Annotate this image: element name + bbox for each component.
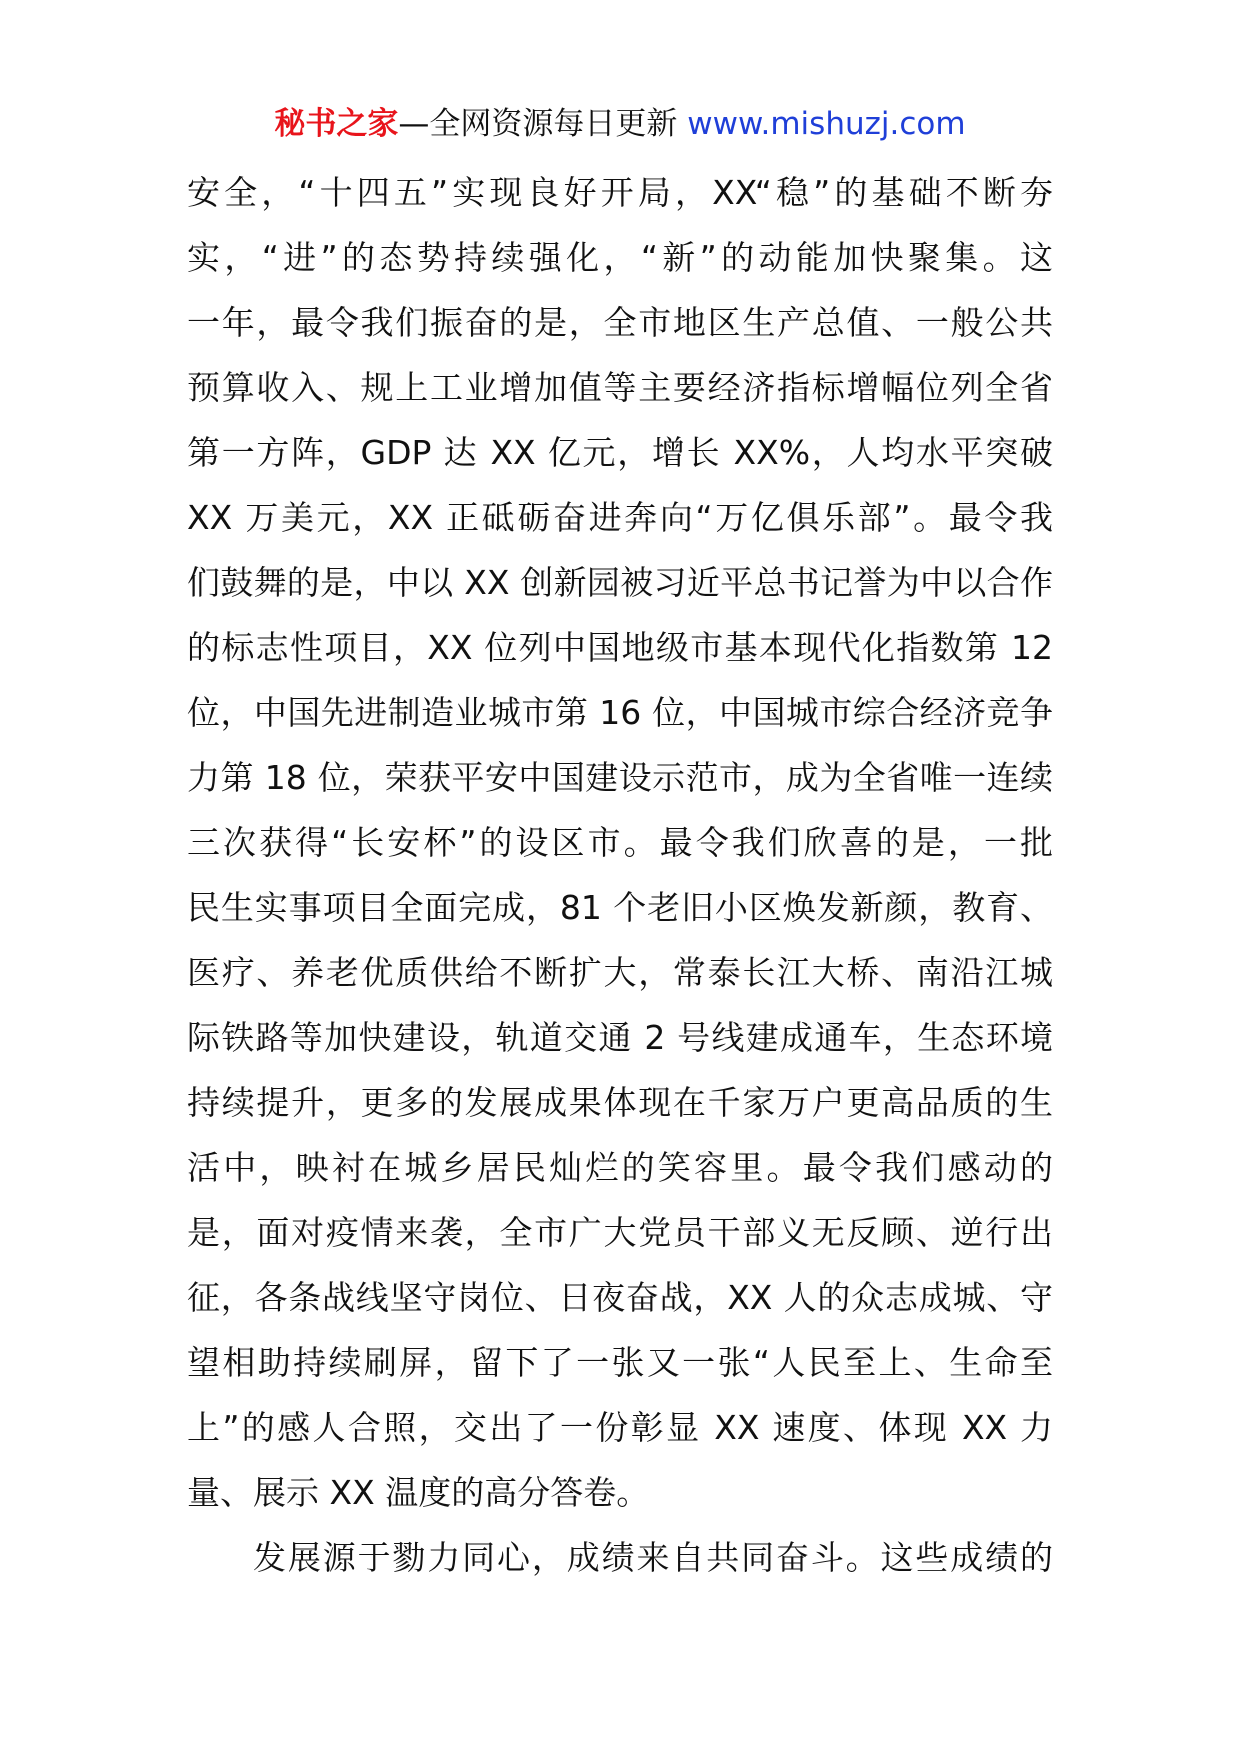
text-line: 际铁路等加快建设，轨道交通 2 号线建成通车，生态环境: [187, 1018, 1053, 1057]
text-line: 是，面对疫情来袭，全市广大党员干部义无反顾、逆行出: [187, 1213, 1053, 1252]
text-line: XX 万美元，XX 正砥砺奋进奔向“万亿俱乐部”。最令我: [187, 498, 1053, 537]
text-line: 医疗、养老优质供给不断扩大，常泰长江大桥、南沿江城: [187, 953, 1053, 992]
text-line: 三次获得“长安杯”的设区市。最令我们欣喜的是，一批: [187, 823, 1053, 862]
site-link[interactable]: www.mishuzj.com: [687, 106, 966, 142]
text-line: 们鼓舞的是，中以 XX 创新园被习近平总书记誉为中以合作: [187, 563, 1053, 602]
document-header: [0, 102, 1240, 146]
text-line: 预算收入、规上工业增加值等主要经济指标增幅位列全省: [187, 368, 1053, 407]
text-line: 第一方阵，GDP 达 XX 亿元，增长 XX%，人均水平突破: [187, 433, 1053, 472]
text-line: 量、展示 XX 温度的高分答卷。: [187, 1473, 650, 1512]
text-line: 活中，映衬在城乡居民灿烂的笑容里。最令我们感动的: [187, 1148, 1053, 1187]
header-tagline: —全网资源每日更新: [398, 106, 688, 142]
text-line: 持续提升，更多的发展成果体现在千家万户更高品质的生: [187, 1083, 1053, 1122]
text-line: 望相助持续刷屏，留下了一张又一张“人民至上、生命至: [187, 1343, 1053, 1382]
paragraph: [187, 1525, 1053, 1590]
text-line: 上”的感人合照，交出了一份彰显 XX 速度、体现 XX 力: [187, 1408, 1053, 1447]
document-body: [187, 160, 1053, 1590]
text-line: 发展源于勠力同心，成绩来自共同奋斗。这些成绩的: [253, 1538, 1053, 1577]
text-line: 征，各条战线坚守岗位、日夜奋战，XX 人的众志成城、守: [187, 1278, 1053, 1317]
text-line: 一年，最令我们振奋的是，全市地区生产总值、一般公共: [187, 303, 1053, 342]
text-line: 安全，“十四五”实现良好开局，XX“稳”的基础不断夯: [187, 173, 1053, 212]
text-line: 实，“进”的态势持续强化，“新”的动能加快聚集。这: [187, 238, 1053, 277]
text-line: 的标志性项目，XX 位列中国地级市基本现代化指数第 12: [187, 628, 1053, 667]
brand-name: 秘书之家: [274, 106, 399, 142]
text-line: 力第 18 位，荣获平安中国建设示范市，成为全省唯一连续: [187, 758, 1053, 797]
text-line: 民生实事项目全面完成，81 个老旧小区焕发新颜，教育、: [187, 888, 1053, 927]
paragraph: [187, 160, 1053, 1525]
text-line: 位，中国先进制造业城市第 16 位，中国城市综合经济竞争: [187, 693, 1053, 732]
